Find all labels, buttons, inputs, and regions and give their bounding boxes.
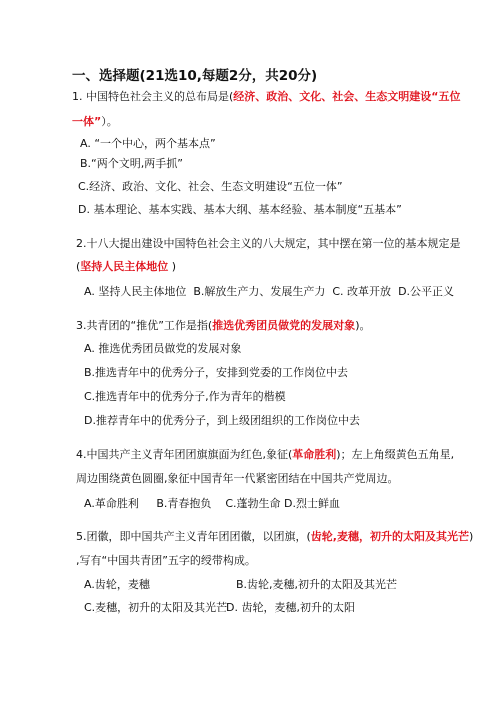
q2-options xyxy=(84,285,454,299)
q1-stem-line2 xyxy=(72,115,118,129)
q2-stem-line2 xyxy=(76,260,176,274)
q3-option-b: B.推选青年中的优秀分子，安排到党委的工作岗位中去 xyxy=(84,366,349,379)
q3-option-d: D.推荐青年中的优秀分子，到上级团组织的工作岗位中去 xyxy=(84,414,360,427)
q4-stem xyxy=(76,448,454,462)
q5-option-c: C.麦穗，初升的太阳及其光芒 xyxy=(84,601,228,614)
q3-answer: 推选优秀团员做党的发展对象 xyxy=(212,319,356,332)
q5-stem xyxy=(76,530,473,544)
q4-option-b: B.青春抱负 xyxy=(156,497,212,510)
q2-paren-close: ) xyxy=(168,260,177,273)
q1-stem xyxy=(72,90,461,104)
q2-answer: 坚持人民主体地位 xyxy=(80,260,169,273)
q1-option-b: B.“两个文明,两手抓” xyxy=(80,157,183,170)
q4-option-c: C.蓬勃生命 xyxy=(225,497,281,510)
q1-option-a: A. “一个中心，两个基本点” xyxy=(80,137,216,150)
q5-stem-line2: ,写有“中国共青团”五字的绶带构成。 xyxy=(76,554,256,567)
q5-answer: 齿轮,麦穗，初升的太阳及其光芒 xyxy=(310,530,469,543)
q4-answer: 革命胜利 xyxy=(292,448,337,461)
q1-stem-text: 1. 中国特色社会主义的总布局是( xyxy=(72,90,234,103)
q1-option-d: D. 基本理论、基本实践、基本大纲、基本经验、基本制度“五基本” xyxy=(78,203,402,216)
q3-stem-text: 3.共青团的“推优”工作是指( xyxy=(76,319,213,332)
q5-stem-text: 5.团徽，即中国共产主义青年团团徽，以团旗，( xyxy=(76,530,311,543)
q1-answer-cont: 一体” xyxy=(72,115,102,128)
q4-stem-end: )；左上角缀黄色五角星, xyxy=(336,448,455,461)
q2-option-d: D.公平正义 xyxy=(398,285,455,298)
q3-stem xyxy=(76,319,370,333)
q2-option-c: C. 改革开放 xyxy=(332,285,392,298)
q3-stem-end: )。 xyxy=(355,319,371,332)
q3-option-c: C.推选青年中的优秀分子,作为青年的楷模 xyxy=(84,390,286,403)
q2-option-a: A. 坚持人民主体地位 xyxy=(84,285,187,298)
q5-option-a: A.齿轮，麦穗 xyxy=(84,578,150,591)
q2-paren-open: ( xyxy=(76,260,81,273)
q5-option-d: D. 齿轮，麦穗,初升的太阳 xyxy=(226,601,355,614)
q4-option-a: A.革命胜利 xyxy=(84,497,139,510)
q1-stem-end: ）。 xyxy=(101,115,118,128)
q4-option-d: D.烈士鲜血 xyxy=(284,497,341,510)
q5-option-b: B.齿轮,麦穗,初升的太阳及其光芒 xyxy=(236,578,398,591)
section-title: 一、选择题(21选10,每题2分，共20分) xyxy=(72,68,318,84)
q1-answer: 经济、政治、文化、社会、生态文明建设“五位 xyxy=(233,90,461,103)
q4-options xyxy=(84,497,340,511)
q5-stem-end: ) xyxy=(468,530,474,543)
q1-option-c: C.经济、政治、文化、社会、生态文明建设“五位一体” xyxy=(78,180,343,193)
q2-stem: 2.十八大提出建设中国特色社会主义的八大规定，其中摆在第一位的基本规定是 xyxy=(76,237,461,250)
q3-option-a: A. 推选优秀团员做党的发展对象 xyxy=(84,342,242,355)
q4-stem-text: 4.中国共产主义青年团团旗旗面为红色,象征( xyxy=(76,448,293,461)
q4-stem-line2: 周边围绕黄色圆圈,象征中国青年一代紧密团结在中国共产党周边。 xyxy=(76,472,399,485)
q2-option-b: B.解放生产力、发展生产力 xyxy=(193,285,326,298)
